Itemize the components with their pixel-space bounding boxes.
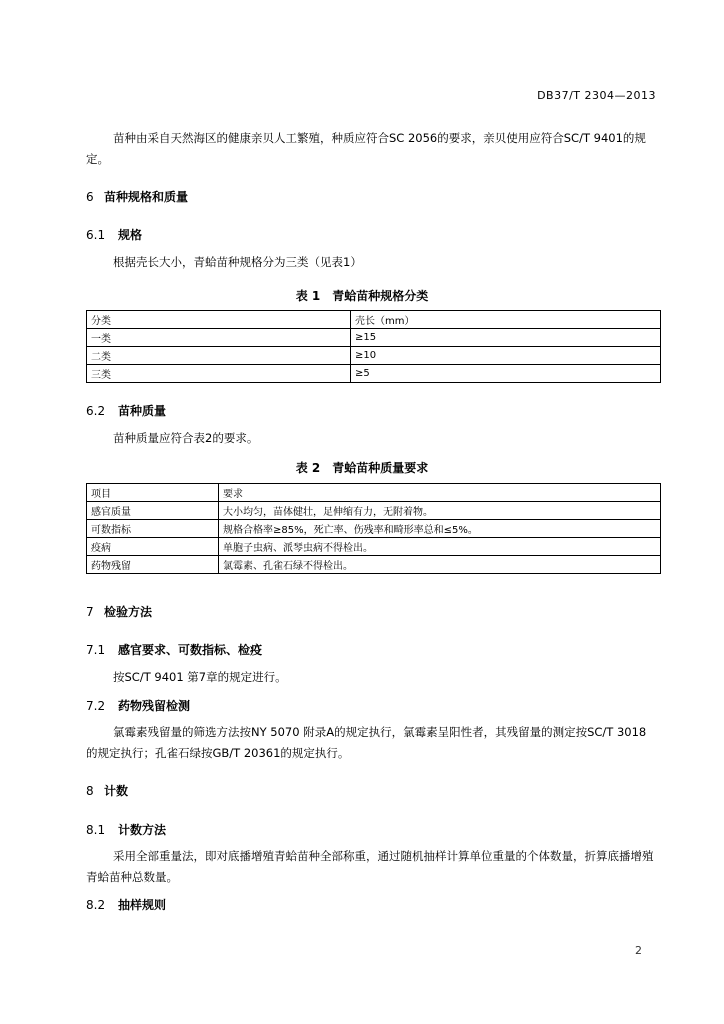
table-cell: 氯霉素、孔雀石绿不得检出。: [219, 556, 661, 574]
section-6-2-text: 苗种质量应符合表2的要求。: [113, 431, 259, 445]
section-8-2-heading: [86, 896, 166, 913]
table-cell: ≥10: [351, 347, 661, 365]
table-cell: ≥15: [351, 329, 661, 347]
section-title: 抽样规则: [118, 898, 167, 912]
table-2: [86, 483, 661, 574]
section-number: 6: [86, 190, 94, 204]
section-number: 7.1: [86, 643, 106, 657]
section-title: 计数方法: [118, 823, 167, 837]
section-7-2-text: 氯霉素残留量的筛选方法按NY 5070 附录A的规定执行，氯霉素呈阳性者，其残留量的测定按SC/T 3018 的规定执行；孔雀石绿按GB/T 20361的规定执行。: [86, 725, 647, 760]
section-6-1-text: 根据壳长大小，青蛤苗种规格分为三类（见表1）: [113, 255, 362, 269]
table-cell: 感官质量: [87, 502, 219, 520]
section-6-heading: [86, 188, 188, 205]
section-7-heading: [86, 603, 152, 620]
section-title: 计数: [104, 784, 129, 798]
table-cell: 药物残留: [87, 556, 219, 574]
section-title: 检验方法: [104, 605, 153, 619]
table-2-caption: 表 2 青蛤苗种质量要求: [295, 461, 429, 475]
table-cell: ≥5: [351, 365, 661, 383]
section-number: 8: [86, 784, 94, 798]
table-row: [87, 556, 661, 574]
table-header-cell: 壳长（mm）: [351, 311, 661, 329]
section-number: 6.2: [86, 404, 106, 418]
section-number: 8.1: [86, 823, 106, 837]
page-number: 2: [635, 944, 642, 957]
table-row: [87, 520, 661, 538]
table-header-cell: 分类: [87, 311, 351, 329]
table-row: [87, 365, 661, 383]
intro-paragraph: 苗种由采自天然海区的健康亲贝人工繁殖，种质应符合SC 2056的要求，亲贝使用应符合SC/T 9401的规定。: [86, 131, 646, 166]
section-7-2-heading: [86, 697, 190, 714]
section-title: 规格: [118, 228, 143, 242]
table-cell: 可数指标: [87, 520, 219, 538]
section-7-1-heading: [86, 641, 262, 658]
section-number: 6.1: [86, 228, 106, 242]
table-cell: 大小均匀，苗体健壮，足伸缩有力，无附着物。: [219, 502, 661, 520]
section-number: 7: [86, 605, 94, 619]
section-7-1-text: 按SC/T 9401 第7章的规定进行。: [113, 670, 287, 684]
section-8-1-text: 采用全部重量法，即对底播增殖青蛤苗种全部称重，通过随机抽样计算单位重量的个体数量，折算底播增殖青蛤苗种总数量。: [86, 849, 654, 884]
section-title: 感官要求、可数指标、检疫: [118, 643, 263, 657]
table-cell: 单胞子虫病、派琴虫病不得检出。: [219, 538, 661, 556]
table-cell: 规格合格率≥85%，死亡率、伤残率和畸形率总和≤5%。: [219, 520, 661, 538]
table-1: [86, 310, 661, 383]
section-8-heading: [86, 782, 128, 799]
table-1-caption: 表 1 青蛤苗种规格分类: [295, 289, 429, 303]
table-header-cell: 项目: [87, 484, 219, 502]
section-8-1-heading: [86, 821, 166, 838]
table-header-cell: 要求: [219, 484, 661, 502]
table-row: [87, 502, 661, 520]
document-id-header: DB37/T 2304—2013: [537, 89, 656, 102]
section-title: 苗种质量: [118, 404, 167, 418]
table-header-row: [87, 484, 661, 502]
table-row: [87, 329, 661, 347]
section-title: 苗种规格和质量: [104, 190, 189, 204]
table-cell: 疫病: [87, 538, 219, 556]
section-6-2-heading: [86, 402, 166, 419]
table-cell: 二类: [87, 347, 351, 365]
table-row: [87, 347, 661, 365]
table-cell: 三类: [87, 365, 351, 383]
section-number: 8.2: [86, 898, 106, 912]
table-header-row: [87, 311, 661, 329]
section-number: 7.2: [86, 699, 106, 713]
section-6-1-heading: [86, 226, 142, 243]
table-row: [87, 538, 661, 556]
section-title: 药物残留检测: [118, 699, 191, 713]
table-cell: 一类: [87, 329, 351, 347]
